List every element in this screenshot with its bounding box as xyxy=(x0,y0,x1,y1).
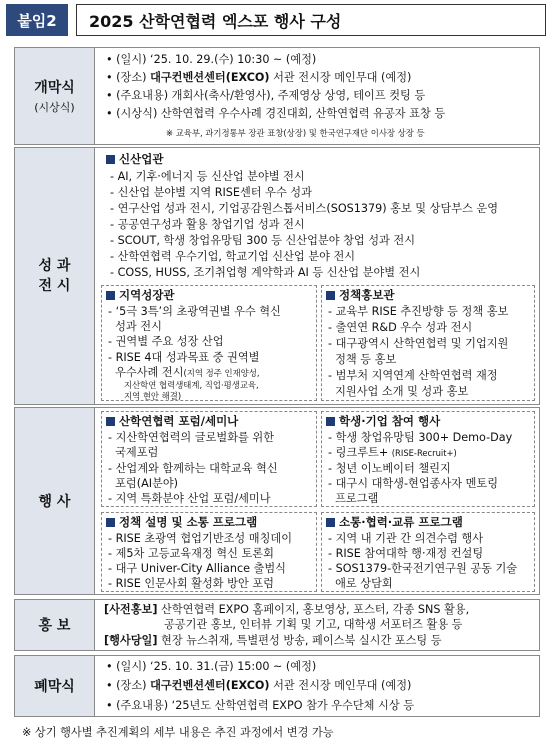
square-bullet-icon xyxy=(326,291,335,300)
participation-box xyxy=(321,411,535,507)
list-item: - RISE 인문사회 활성화 방안 포럼 xyxy=(108,577,274,590)
closing-program: • (주요내용) ‘25년도 산학연협력 EXPO 참가 우수단체 시상 등 xyxy=(106,699,414,712)
footnote: ※ 상기 행사별 추진계획의 세부 내용은 추진 과정에서 변경 가능 xyxy=(22,726,334,739)
list-item: - AI, 기후·에너지 등 신산업 분야별 전시 xyxy=(110,170,305,183)
header xyxy=(6,4,546,36)
policy-program-box xyxy=(101,512,317,592)
list-item: 애로 상담회 xyxy=(328,577,393,590)
closing-content xyxy=(96,656,539,716)
pre-promo-line-2: 공공기관 홍보, 인터뷰 기획 및 기고, 대학생 서포터즈 활용 등 xyxy=(164,618,463,631)
list-item: - 링크루트+ (RISE-Recruit+) xyxy=(328,446,457,459)
list-item: 포럼(AI분야) xyxy=(108,477,179,490)
list-item: - 청년 이노베이터 챌린지 xyxy=(328,462,451,475)
closing-label xyxy=(15,656,95,716)
list-item: - 연구산업 성과 전시, 기업공감원스톱서비스(SOS1379) 홍보 및 상담부스 운영 xyxy=(110,202,499,215)
promo-content xyxy=(96,600,539,650)
pre-promo-line: [사전홍보] 산학연협력 EXPO 홈페이지, 홍보영상, 포스터, 각종 SNS 활용, xyxy=(104,603,470,616)
opening-content xyxy=(96,48,539,144)
promo-section xyxy=(14,599,540,651)
list-item: - 교육부 RISE 추진방향 등 정책 홍보 xyxy=(328,305,509,318)
policy-promo-title: 정책홍보관 xyxy=(326,288,395,303)
list-item: - 출연연 R&D 우수 성과 전시 xyxy=(328,321,473,334)
closing-venue-detail: 서관 전시장 메인무대 (예정) xyxy=(269,679,412,692)
opening-datetime: • (일시) ‘25. 10. 29.(수) 10:30 ~ (예정) xyxy=(106,53,317,66)
list-item: 정책 등 홍보 xyxy=(328,353,397,366)
list-item: - SCOUT, 학생 창업유망팀 300 등 신산업분야 창업 성과 전시 xyxy=(110,234,416,247)
closing-venue-name: 대구컨벤션센터(EXCO) xyxy=(150,679,270,692)
events-section xyxy=(14,407,540,595)
square-bullet-icon xyxy=(106,518,115,527)
list-item-note: (지역 정주 인재양성, xyxy=(183,368,260,378)
list-item: - 산업계와 함께하는 대학교육 혁신 xyxy=(108,462,278,475)
list-item: 지원사업 소개 및 성과 홍보 xyxy=(328,385,469,398)
opening-label-text: 개막식 xyxy=(34,80,75,96)
list-item: - SOS1379-한국전기연구원 공동 기술 xyxy=(328,562,518,575)
list-item: - 범부처 지역연계 산학연협력 재정 xyxy=(328,369,498,382)
exchange-program-title: 소통·협력·교류 프로그램 xyxy=(326,515,463,530)
page-title: 2025 산학연협력 엑스포 행사 구성 xyxy=(76,4,546,36)
square-bullet-icon xyxy=(106,291,115,300)
list-item: 프로그램 xyxy=(328,492,379,505)
list-item: - 산학연협력 우수기업, 학교기업 신산업 분야 전시 xyxy=(110,250,356,263)
square-bullet-icon xyxy=(326,518,335,527)
closing-section xyxy=(14,655,540,717)
forum-box xyxy=(101,411,317,507)
list-item: - 지역 내 기관 간 의견수렴 행사 xyxy=(328,532,484,545)
closing-venue-label: • (장소) xyxy=(106,679,151,692)
list-item: 국제포럼 xyxy=(108,446,159,459)
list-item-note: 지역 현안 해결) xyxy=(124,391,182,401)
closing-label-text: 폐막식 xyxy=(34,679,75,695)
onsite-promo-line: [행사당일] 현장 뉴스취재, 특별편성 방송, 페이스북 실시간 포스팅 등 xyxy=(104,634,442,647)
opening-sublabel: (시상식) xyxy=(34,101,75,114)
list-item: - RISE 4대 성과목표 중 권역별 xyxy=(108,351,260,364)
list-item: - 제5차 고등교육재정 혁신 토론회 xyxy=(108,547,274,560)
list-item: - 권역별 주요 성장 산업 xyxy=(108,335,224,348)
opening-venue-detail: 서관 전시장 메인무대 (예정) xyxy=(269,71,412,84)
onsite-promo-tag: [행사당일] xyxy=(104,634,158,647)
promo-label xyxy=(15,600,95,650)
regional-growth-box xyxy=(101,285,317,401)
list-item: - 대구광역시 산학연협력 및 기업지원 xyxy=(328,337,509,350)
opening-label xyxy=(15,48,95,144)
exchange-program-box xyxy=(321,512,535,592)
closing-datetime: • (일시) ‘25. 10. 31.(금) 15:00 ~ (예정) xyxy=(106,660,317,673)
opening-note: ※ 교육부, 과기정통부 장관 표창(상장) 및 한국연구재단 이사장 상장 등 xyxy=(166,128,425,138)
square-bullet-icon xyxy=(106,155,115,164)
list-item: 우수사례 전시(지역 정주 인재양성, xyxy=(108,366,260,379)
square-bullet-icon xyxy=(326,417,335,426)
list-item: - RISE 초광역 협업기반조성 매칭데이 xyxy=(108,532,292,545)
opening-venue xyxy=(106,70,411,85)
forum-title: 산학연협력 포럼/세미나 xyxy=(106,414,238,429)
list-item: - COSS, HUSS, 조기취업형 계약학과 AI 등 신산업 분야별 전시 xyxy=(110,266,421,279)
list-item: - 지산학연협력의 글로벌화를 위한 xyxy=(108,431,275,444)
events-label-text: 행 사 xyxy=(38,494,71,510)
list-item: - 대구시 대학생-현업종사자 멘토링 xyxy=(328,477,499,490)
list-item: - 신산업 분야별 지역 RISE센터 우수 성과 xyxy=(110,186,312,199)
regional-growth-title: 지역성장관 xyxy=(106,288,175,303)
opening-program: • (주요내용) 개회사(축사/환영사), 주제영상 상영, 테이프 컷팅 등 xyxy=(106,89,426,102)
exhibit-label-text: 성 과 전 시 xyxy=(38,258,71,294)
new-industry-title: 신산업관 xyxy=(106,152,163,167)
policy-program-title: 정책 설명 및 소통 프로그램 xyxy=(106,515,257,530)
closing-venue xyxy=(106,678,411,693)
list-item-note: 지산학연 협력생태계, 직업·평생교육, xyxy=(124,380,259,390)
square-bullet-icon xyxy=(106,417,115,426)
policy-promo-box xyxy=(321,285,535,401)
attachment-badge: 붙임2 xyxy=(6,4,68,36)
list-item: - 공공연구성과 활용 창업기업 성과 전시 xyxy=(110,218,305,231)
opening-section xyxy=(14,47,540,145)
opening-awards: • (시상식) 산학연협력 우수사례 경진대회, 산학연협력 유공자 표창 등 xyxy=(106,107,446,120)
list-item: - ‘5극 3특’의 초광역권별 우수 혁신 xyxy=(108,305,281,318)
list-item-note: (RISE-Recruit+) xyxy=(391,448,457,458)
pre-promo-tag: [사전홍보] xyxy=(104,603,158,616)
exhibit-label xyxy=(15,148,95,404)
list-item: - 학생 창업유망팀 300+ Demo-Day xyxy=(328,431,513,444)
opening-venue-name: 대구컨벤션센터(EXCO) xyxy=(150,71,270,84)
events-label xyxy=(15,408,95,594)
participation-title: 학생·기업 참여 행사 xyxy=(326,414,440,429)
exhibit-section xyxy=(14,147,540,405)
list-item: - 지역 특화분야 산업 포럼/세미나 xyxy=(108,492,271,505)
events-content xyxy=(96,408,539,594)
opening-venue-label: • (장소) xyxy=(106,71,151,84)
exhibit-content xyxy=(96,148,539,404)
list-item: 성과 전시 xyxy=(108,320,162,333)
list-item: - 대구 Univer-City Alliance 출범식 xyxy=(108,562,286,575)
promo-label-text: 홍 보 xyxy=(38,618,71,634)
list-item: - RISE 참여대학 행·재정 컨설팅 xyxy=(328,547,484,560)
